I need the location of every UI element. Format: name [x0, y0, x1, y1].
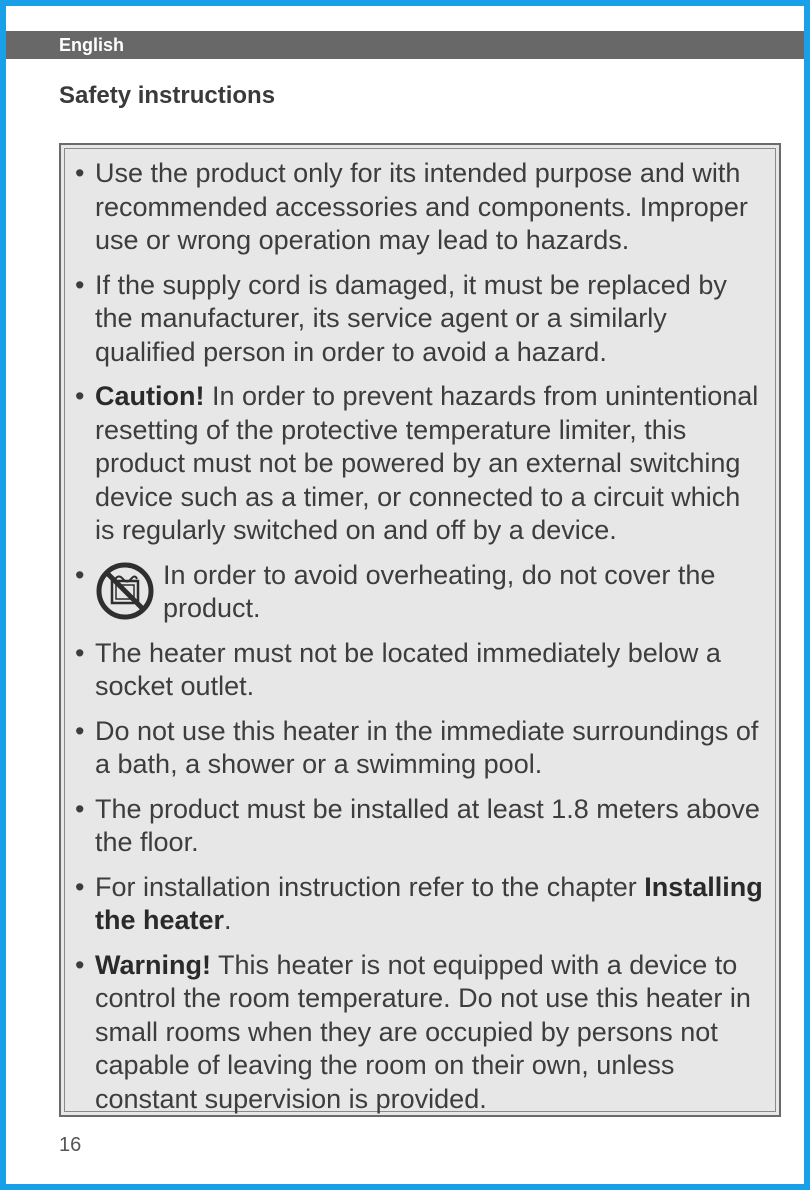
page-number: 16 [59, 1134, 82, 1156]
list-item [65, 269, 775, 370]
safety-instructions-list [65, 157, 775, 1116]
language-header [6, 31, 804, 59]
section-title: Safety instructions [59, 82, 276, 109]
warning-label: Warning! [95, 949, 211, 980]
list-item [65, 157, 775, 258]
safety-instructions-inner-border [64, 148, 776, 1112]
safety-instructions-box [59, 143, 781, 1117]
list-item [65, 559, 775, 626]
bullet: • [75, 158, 85, 188]
item-text: For installation instruction refer to the chapter [95, 871, 645, 902]
language-label: English [59, 35, 125, 55]
caution-label: Caution! [95, 381, 205, 411]
list-item [65, 949, 775, 1117]
do-not-cover-icon [95, 561, 155, 621]
item-text-tail: . [224, 905, 232, 935]
bullet: • [75, 559, 85, 590]
item-text: The product must be installed at least 1.8 meters above the floor. [95, 793, 760, 857]
bullet: • [75, 637, 85, 668]
bullet: • [75, 793, 85, 824]
bullet: • [75, 871, 85, 902]
bullet: • [75, 381, 85, 411]
item-text: Use the product only for its intended purpose and with recommended accessories and components. Improper use or wrong operation may lead to hazards. [95, 158, 748, 255]
item-text: Do not use this heater in the immediate surroundings of a bath, a shower or a swimming pool. [95, 715, 759, 779]
item-text: In order to avoid overheating, do not cover the product. [163, 559, 716, 623]
list-item [65, 871, 775, 938]
list-item [65, 715, 775, 782]
list-item [65, 637, 775, 704]
bullet: • [75, 715, 85, 746]
bullet: • [75, 949, 85, 980]
chapter-reference: Installing the heater [95, 871, 763, 935]
list-item [65, 380, 775, 548]
item-text: In order to prevent hazards from unintentional resetting of the protective temperature limiter, this product must not be powered by an external switching device such as a timer, or connected to a circuit which is regularly switched on and off by a device. [95, 381, 759, 545]
bullet: • [75, 269, 85, 300]
icon-row [95, 559, 767, 626]
list-item [65, 793, 775, 860]
item-text: The heater must not be located immediately below a socket outlet. [95, 637, 721, 701]
item-text: If the supply cord is damaged, it must be replaced by the manufacturer, its service agent or a similarly qualified person in order to avoid a hazard. [95, 269, 727, 367]
item-text: This heater is not equipped with a device to control the room temperature. Do not use this heater in small rooms when they are occupied by persons not capable of leaving the room on their own, unless constant supervision is provided. [95, 949, 751, 1114]
